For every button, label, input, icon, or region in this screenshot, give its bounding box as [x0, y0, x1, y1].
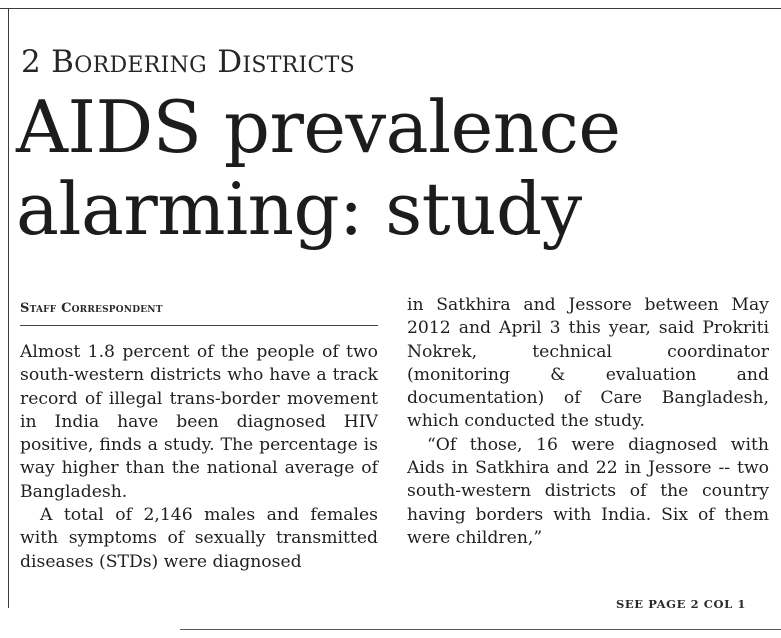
headline-line-1: AIDS prevalence — [16, 85, 621, 169]
left-border-rule — [8, 8, 9, 608]
headline-line-2: alarming: study — [16, 167, 582, 251]
paragraph: in Satkhira and Jessore between May 2012 and April 3 this year, said Prokriti Nokrek, technical coordinator (monitoring & evaluation and documentation) of Care Bangladesh, which conducted the study. — [407, 295, 769, 432]
paragraph: “Of those, 16 were diagnosed with Aids in Satkhira and 22 in Jessore -- two south-western districts of the country having borders with India. Six of them were children,” — [407, 434, 769, 548]
continuation-reference: SEE PAGE 2 COL 1 — [616, 597, 747, 611]
article-column-1 — [20, 341, 378, 574]
headline — [16, 86, 776, 250]
byline: Staff Correspondent — [20, 301, 163, 316]
byline-rule — [20, 325, 378, 326]
article-column-2 — [407, 294, 769, 550]
paragraph: A total of 2,146 males and females with symptoms of sexually transmitted diseases (STDs) were diagnosed — [20, 505, 378, 572]
paragraph: Almost 1.8 percent of the people of two south-western districts who have a track record of illegal trans-border movement in India have been diagnosed HIV positive, finds a study. The percentage is way higher than the national average of Bangladesh. — [20, 342, 378, 502]
top-border-rule — [0, 8, 781, 9]
kicker: 2 Bordering Districts — [21, 44, 356, 80]
bottom-border-rule — [180, 629, 781, 630]
